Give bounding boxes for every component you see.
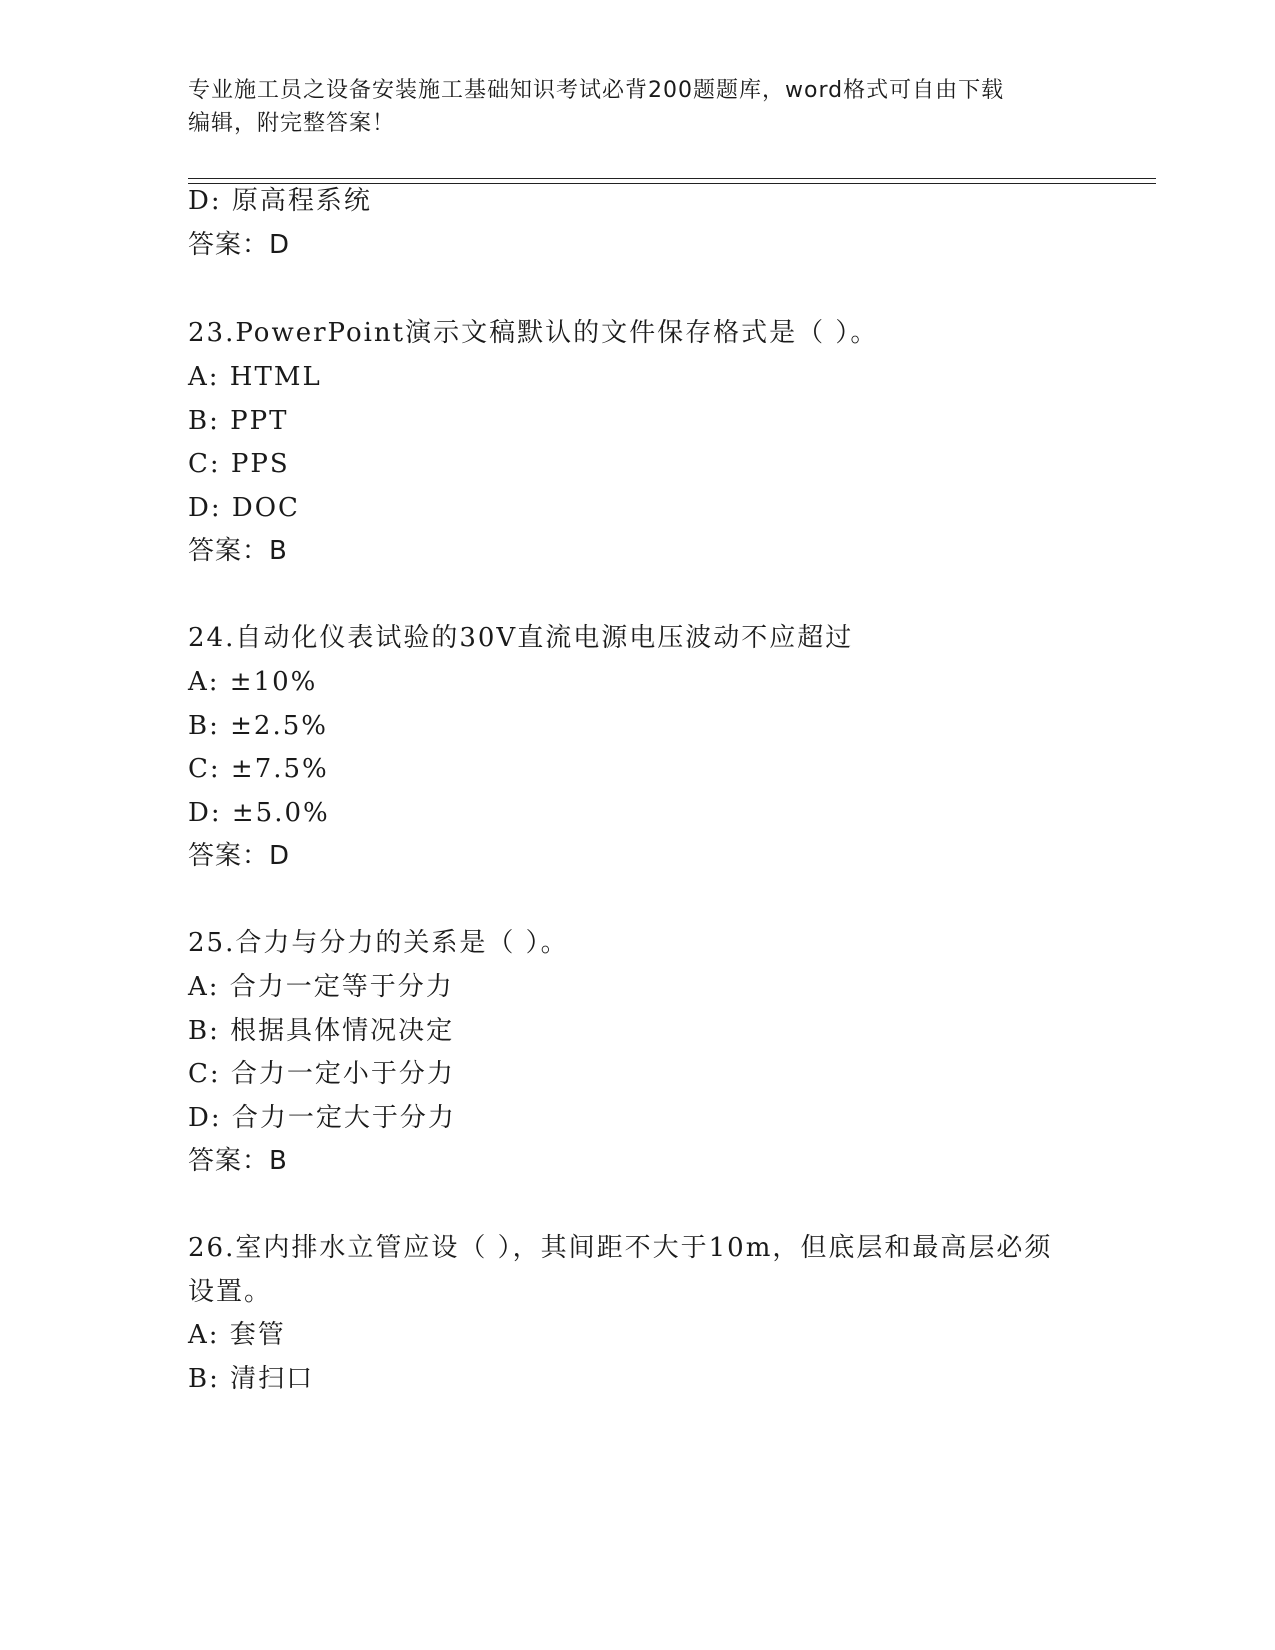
answer-label: 答案：D xyxy=(188,230,291,260)
option-b: B: 根据具体情况决定 xyxy=(188,1016,455,1046)
document-header xyxy=(188,74,1068,140)
option-c: C: PPS xyxy=(188,449,290,479)
question-stem-line2: 设置。 xyxy=(188,1277,273,1307)
option-c: C: 合力一定小于分力 xyxy=(188,1059,455,1089)
header-divider-top xyxy=(188,178,1156,179)
option-a: A: ±10% xyxy=(188,667,318,697)
option-d: D: 原高程系统 xyxy=(188,186,372,216)
question-stem: 25.合力与分力的关系是（ ）。 xyxy=(188,928,569,958)
option-a: A: HTML xyxy=(188,362,322,392)
header-title-line1: 专业施工员之设备安装施工基础知识考试必背200题题库，word格式可自由下载 xyxy=(188,78,1005,103)
option-d: D: DOC xyxy=(188,493,300,523)
option-a: A: 合力一定等于分力 xyxy=(188,972,454,1002)
option-b: B: 清扫口 xyxy=(188,1364,315,1394)
answer-label: 答案：D xyxy=(188,841,291,871)
question-stem: 24.自动化仪表试验的30V直流电源电压波动不应超过 xyxy=(188,623,854,653)
option-a: A: 套管 xyxy=(188,1320,286,1350)
question-stem-line1: 26.室内排水立管应设（ ），其间距不大于10m，但底层和最高层必须 xyxy=(188,1233,1053,1263)
option-c: C: ±7.5% xyxy=(188,754,329,784)
header-title-line2: 编辑，附完整答案！ xyxy=(188,111,396,136)
option-d: D: ±5.0% xyxy=(188,798,330,828)
answer-label: 答案：B xyxy=(188,1146,288,1176)
answer-label: 答案：B xyxy=(188,536,288,566)
option-b: B: ±2.5% xyxy=(188,711,328,741)
option-b: B: PPT xyxy=(188,406,289,436)
question-stem: 23.PowerPoint演示文稿默认的文件保存格式是（ ）。 xyxy=(188,318,879,348)
option-d: D: 合力一定大于分力 xyxy=(188,1103,456,1133)
